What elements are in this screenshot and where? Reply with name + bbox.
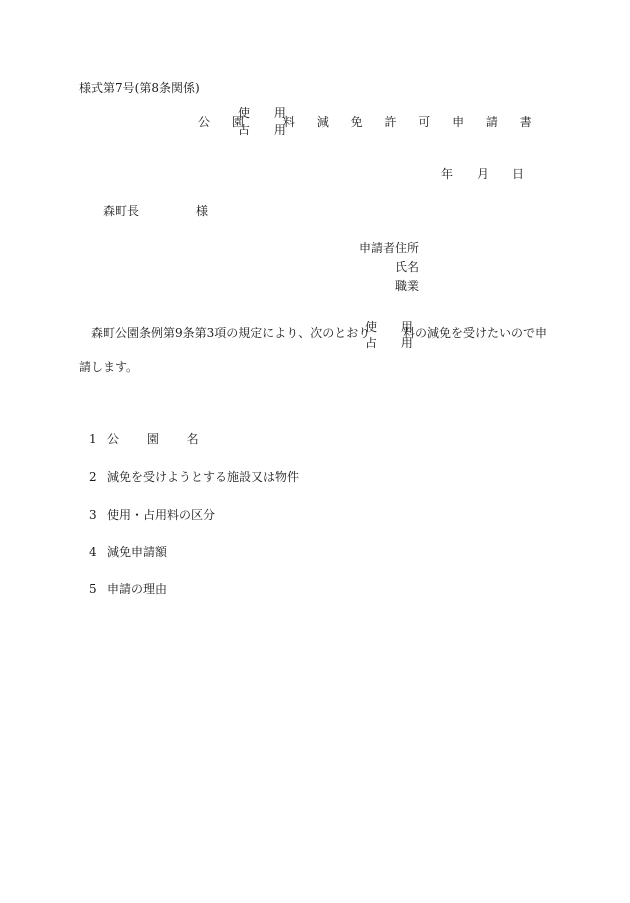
list-item-number: 3 xyxy=(89,508,97,522)
title-stack-top: 使 用 xyxy=(238,106,296,120)
date-day-label: 日 xyxy=(512,167,525,181)
list-item-label: 申請の理由 xyxy=(107,582,168,596)
applicant-occupation-label: 職業 xyxy=(395,279,420,293)
body-stack-bottom: 占 用 xyxy=(365,336,423,350)
title-suffix: 料 減 免 許 可 申 請 書 xyxy=(283,115,541,129)
list-item xyxy=(89,546,167,558)
body-stack-top: 使 用 xyxy=(365,320,423,334)
list-item xyxy=(89,509,215,521)
body-text-after-stack: 料の減免を受けたいので申 xyxy=(403,326,548,340)
applicant-name-label: 氏名 xyxy=(395,260,420,274)
date-month-label: 月 xyxy=(477,167,490,181)
list-item-label: 減免を受けようとする施設又は物件 xyxy=(107,470,300,484)
list-item-label: 使用・占用料の区分 xyxy=(107,508,216,522)
form-number-label: 様式第7号(第8条関係) xyxy=(79,81,200,95)
list-item xyxy=(89,583,167,595)
list-item-label: 減免申請額 xyxy=(107,545,168,559)
body-text-before-stack: 森町公園条例第9条第3項の規定により、次のとおり xyxy=(91,326,371,340)
list-item-label: 公 園 名 xyxy=(107,432,211,446)
body-text-line2: 請します。 xyxy=(79,360,139,374)
list-item xyxy=(89,471,299,483)
list-item-number: 2 xyxy=(89,470,97,484)
title-stack-bottom: 占 用 xyxy=(238,123,296,137)
title-usage-stack xyxy=(238,105,296,139)
list-item-number: 5 xyxy=(89,582,97,596)
applicant-address-label: 申請者住所 xyxy=(359,241,420,255)
list-item xyxy=(89,433,211,445)
date-year-label: 年 xyxy=(441,167,454,181)
body-usage-stack xyxy=(365,319,423,351)
addressee: 森町長 xyxy=(103,204,140,218)
list-item-number: 1 xyxy=(89,432,97,446)
title-prefix: 公 園 xyxy=(198,115,253,129)
list-item-number: 4 xyxy=(89,545,97,559)
honorific: 様 xyxy=(196,204,209,218)
